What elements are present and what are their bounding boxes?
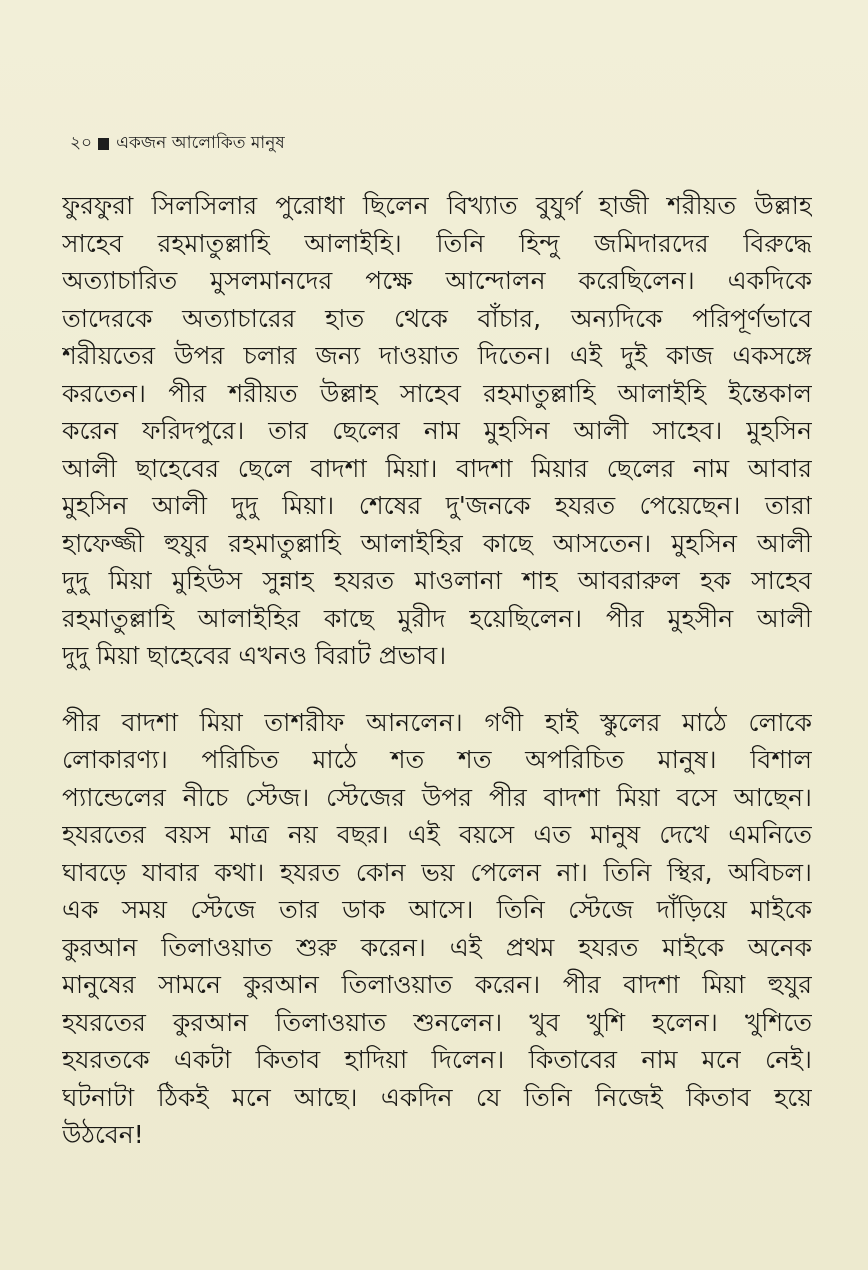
text-line: উঠবেন! xyxy=(62,1120,144,1149)
text-line: মুহসিন আলী দুদু মিয়া। শেষের দু'জনকে হযরত পেয়েছেন। তারা xyxy=(62,491,812,520)
text-line: মানুষের সামনে কুরআন তিলাওয়াত করেন। পীর বাদশা মিয়া হুযুর xyxy=(62,970,812,999)
text-line: করতেন। পীর শরীয়ত উল্লাহ সাহেব রহমাতুল্লাহি আলাইহি ইন্তেকাল xyxy=(62,378,812,408)
book-title: একজন আলোকিত মানুষ xyxy=(116,133,285,153)
square-bullet-icon xyxy=(98,138,109,150)
text-line: অত্যাচারিত মুসলমানদের পক্ষে আন্দোলন করেছিলেন। একদিকে xyxy=(62,266,812,295)
text-line: ঘাবড়ে যাবার কথা। হযরত কোন ভয় পেলেন না। তিনি স্থির, অবিচল। xyxy=(62,857,812,887)
text-line: সাহেব রহমাতুল্লাহি আলাইহি। তিনি হিন্দু জমিদারদের বিরুদ্ধে xyxy=(62,228,812,258)
paragraph-1 xyxy=(62,187,812,675)
text-line: আলী ছাহেবের ছেলে বাদশা মিয়া। বাদশা মিয়ার ছেলের নাম আবার xyxy=(62,453,812,483)
text-line: হযরতকে একটা কিতাব হাদিয়া দিলেন। কিতাবের নাম মনে নেই। xyxy=(62,1045,812,1074)
text-line: হযরতের বয়স মাত্র নয় বছর। এই বয়সে এত মানুষ দেখে এমনিতে xyxy=(62,820,812,849)
page-number: ২০ xyxy=(70,133,93,153)
text-line: ঘটনাটা ঠিকই মনে আছে। একদিন যে তিনি নিজেই কিতাব হয়ে xyxy=(62,1082,812,1112)
text-line: প্যান্ডেলের নীচে স্টেজ। স্টেজের উপর পীর বাদশা মিয়া বসে আছেন। xyxy=(62,782,812,812)
body-text xyxy=(62,187,812,1154)
text-line: লোকারণ্য। পরিচিত মাঠে শত শত অপরিচিত মানুষ। বিশাল xyxy=(62,745,812,774)
text-line: এক সময় স্টেজে তার ডাক আসে। তিনি স্টেজে দাঁড়িয়ে মাইকে xyxy=(62,895,812,924)
paragraph-2 xyxy=(62,704,812,1154)
text-line: করেন ফরিদপুরে। তার ছেলের নাম মুহসিন আলী সাহেব। মুহসিন xyxy=(62,416,812,445)
text-line: কুরআন তিলাওয়াত শুরু করেন। এই প্রথম হযরত মাইকে অনেক xyxy=(62,932,812,962)
text-line: দুদু মিয়া মুহিউস সুন্নাহ হযরত মাওলানা শাহ আবরারুল হক সাহেব xyxy=(62,566,812,595)
text-line: শরীয়তের উপর চলার জন্য দাওয়াত দিতেন। এই দুই কাজ একসঙ্গে xyxy=(62,341,812,370)
text-line: ফুরফুরা সিলসিলার পুরোধা ছিলেন বিখ্যাত বুযুর্গ হাজী শরীয়ত উল্লাহ xyxy=(62,191,812,220)
text-line: তাদেরকে অত্যাচারের হাত থেকে বাঁচার, অন্যদিকে পরিপূর্ণভাবে xyxy=(62,303,812,333)
text-line: হযরতের কুরআন তিলাওয়াত শুনলেন। খুব খুশি হলেন। খুশিতে xyxy=(62,1007,812,1037)
running-head xyxy=(70,130,285,158)
text-line: পীর বাদশা মিয়া তাশরীফ আনলেন। গণী হাই স্কুলের মাঠে লোকে xyxy=(62,707,812,737)
text-line: রহমাতুল্লাহি আলাইহির কাছে মুরীদ হয়েছিলেন। পীর মুহসীন আলী xyxy=(62,603,812,633)
text-line: হাফেজ্জী হুযুর রহমাতুল্লাহি আলাইহির কাছে আসতেন। মুহসিন আলী xyxy=(62,528,812,558)
text-line: দুদু মিয়া ছাহেবের এখনও বিরাট প্রভাব। xyxy=(62,641,447,670)
